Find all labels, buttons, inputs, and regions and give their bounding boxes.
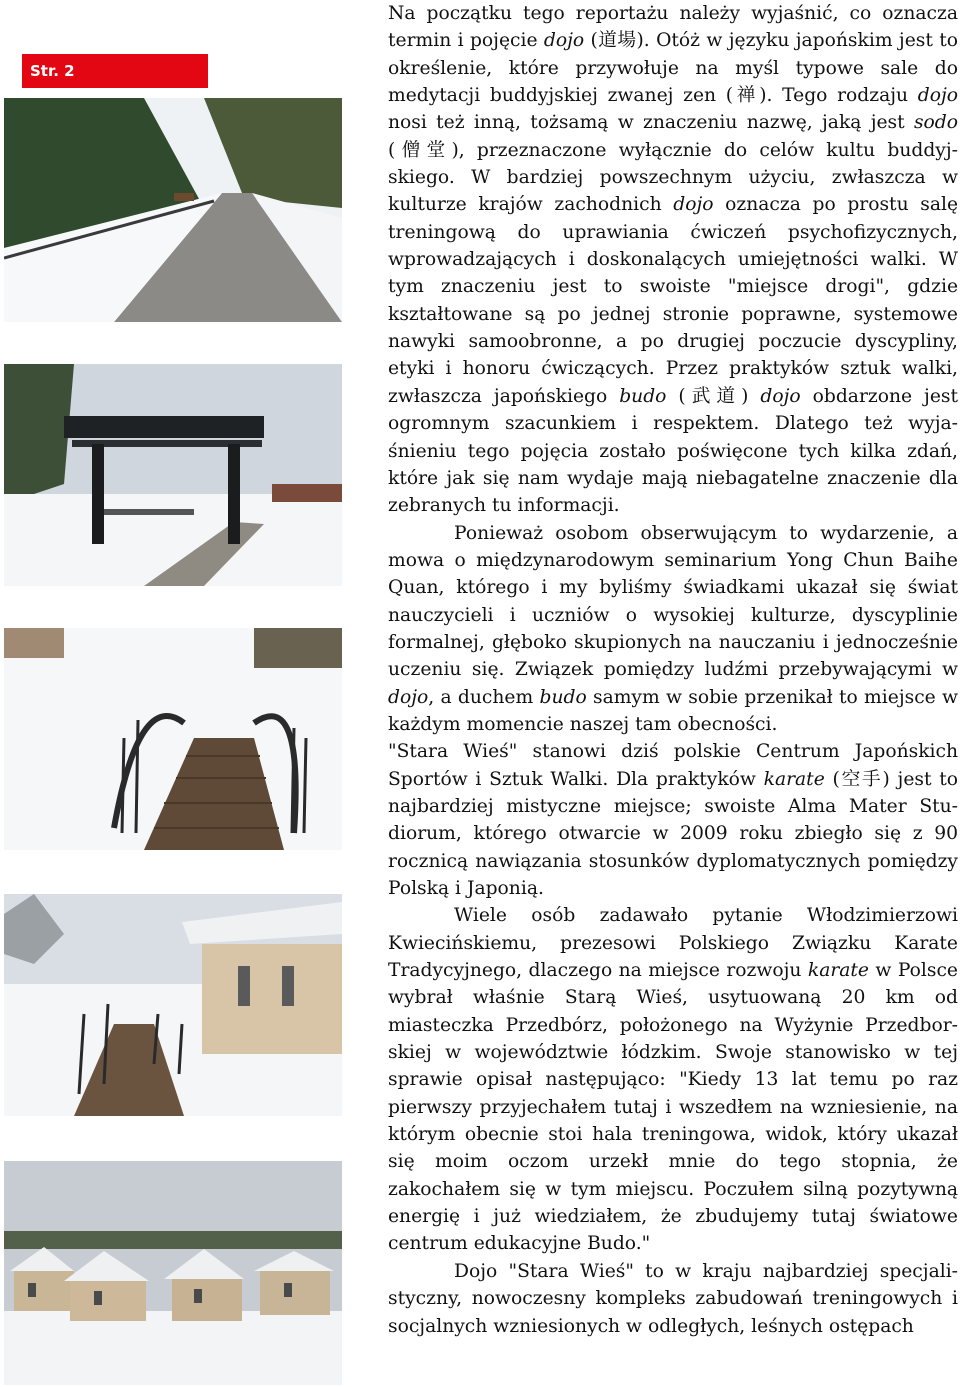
photo-wooden-bridge <box>4 628 342 850</box>
article-text <box>388 0 958 1340</box>
paragraph-4: Wiele osób zadawało pytanie Włodzimierzowi Kwiecińskiemu, prezesowi Polskiego Związku Karate Tradycyjnego, dlaczego na miejsce rozwoju karate w Polsce wybrał właśnie Starą Wieś, usytuowaną 20 km od miasteczka Przedbórz, położonego na Wyżynie Przedborskiej w województwie łódzkim. Swoje stanowisko w tej sprawie opisał następująco: "Kiedy 13 lat temu po raz pierwszy przyjechałem tutaj i wszedłem na wzniesienie, na którym obecnie stoi hala treningowa, widok, który ukazał się moim oczom urzekł mnie do tego stopnia, że zakochałem się w tym miejscu. Poczułem silną pozytywną energię i już wiedziałem, że zbudujemy tutaj światowe centrum edukacyjne Budo." <box>388 905 958 1255</box>
paragraph-3: "Stara Wieś" stanowi dziś polskie Centrum Japońskich Sportów i Sztuk Walki. Dla praktyków karate (空手) jest to najbardziej mistyczne miejsce; swoiste Alma Mater Studiorum, którego otwarcie w 2009 roku zbiegło się z 90 rocznicą nawiązania stosunków dyplomatycznych pomiędzy Polską i Japonią. <box>388 741 958 899</box>
photo-torii-gate <box>4 364 342 586</box>
paragraph-2: Ponieważ osobom obserwującym to wydarzenie, a mowa o międzynarodowym seminarium Yong Chun Baihe Quan, którego i my byliśmy świadkami ukazał się świat nauczycieli i uczniów o wysokiej kulturze, dyscyplinie formalnej, głęboko skupionych na nauczaniu i jednocześnie uczeniu się. Związek pomiędzy ludźmi przebywającymi w dojo, a duchem budo samym w sobie przenikał to miejsce w każdym momencie naszej tam obecności. <box>388 522 959 735</box>
paragraph-1: Na początku tego reportażu należy wyjaśnić, co oznacza termin i pojęcie dojo (道場). Otóż w języku japońskim jest to określenie, które przywołuje na myśl typowe sale do medytacji buddyjskiej zwanej zen (禅). Tego rodzaju dojo nosi też inną, tożsamą w znaczeniu nazwę, jaką jest sodo (僧堂), przeznaczone wyłącznie do celów kultu buddyjskiego. W bardziej powszechnym użyciu, zwłaszcza w kulturze krajów zachodnich dojo oznacza po prostu salę treningową do uprawiania ćwiczeń psychofizycznych, wprowadzających i doskonalących umiejętności walki. W tym znaczeniu jest to swoiste "miejsce drogi", gdzie kształtowane są po jednej stronie poprawne, systemowe nawyki samoobronne, a po drugiej poczucie dyscypliny, etyki i honoru ćwiczących. Przez praktyków sztuk walki, zwłaszcza japońskiego budo (武道) dojo obdarzone jest ogromnym szacunkiem i respektem. Dlatego też wyjaśnieniu tego pojęcia zostało poświęcone tych kilka zdań, które jak się nam wydaje mają niebagatelne znaczenie dla zebranych tu informacji. <box>388 3 958 517</box>
photo-bridge-building <box>4 894 342 1116</box>
photo-snowy-road <box>4 98 342 322</box>
photo-buildings-winter <box>4 1161 342 1385</box>
paragraph-5: Dojo "Stara Wieś" to w kraju najbardziej specjalistyczny, nowoczesny kompleks zabudowań treningowych i socjalnych wzniesionych w odległych, leśnych ostępach <box>388 1260 958 1337</box>
page-number-badge: Str. 2 <box>22 54 208 88</box>
